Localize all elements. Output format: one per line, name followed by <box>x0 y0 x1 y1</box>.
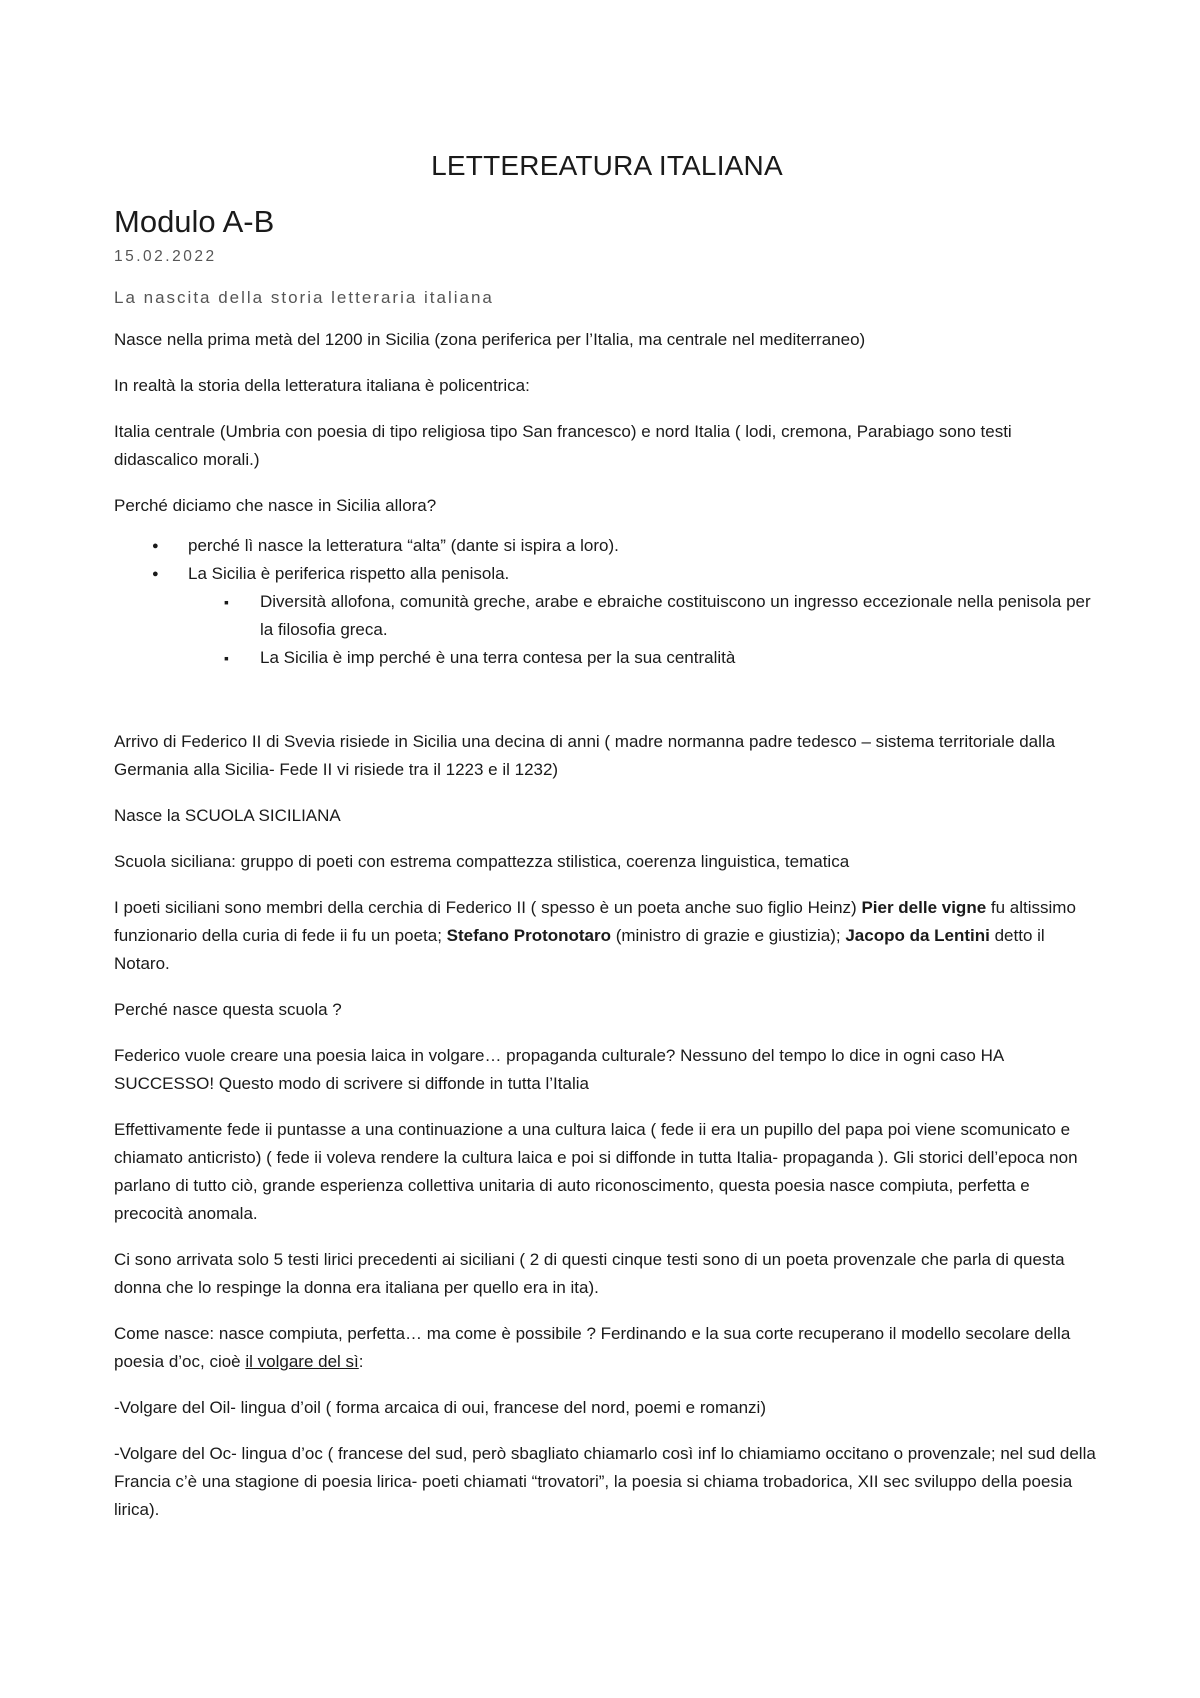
underlined-text: il volgare del sì <box>245 1352 359 1371</box>
paragraph-policentric: In realtà la storia della letteratura italiana è policentrica: <box>114 376 530 395</box>
lesson-date: 15.02.2022 <box>114 248 217 265</box>
text-run: : <box>358 1352 364 1371</box>
paragraph-poets <box>114 894 1100 978</box>
poet-name: Pier delle vigne <box>861 898 987 917</box>
paragraph-texts: Ci sono arrivata solo 5 testi lirici precedenti ai siciliani ( 2 di questi cinque testi sono di un poeta provenzale che parla di questa donna che lo respinge la donna era italiana per quello era in ita). <box>114 1250 1065 1297</box>
text-run: fu altissimo funzionario della curia di fede ii fu un poeta; <box>114 898 1076 945</box>
text-run: (ministro di grazie e giustizia); <box>611 926 846 945</box>
spacer <box>114 672 1100 728</box>
paragraph-federico: Arrivo di Federico II di Svevia risiede in Sicilia una decina di anni ( madre normanna padre tedesco – sistema territoriale dalla Germania alla Sicilia- Fede II vi risiede tra il 1223 e il 1232) <box>114 732 1056 779</box>
poet-name: Jacopo da Lentini <box>845 926 990 945</box>
paragraph-origin: Nasce nella prima metà del 1200 in Sicilia (zona periferica per l’Italia, ma centrale nel mediterraneo) <box>114 330 866 349</box>
sub-list-item: ▪ La Sicilia è imp perché è una terra contesa per la sua centralità <box>114 644 1100 672</box>
poet-name: Stefano Protonotaro <box>446 926 612 945</box>
paragraph-question-sicily: Perché diciamo che nasce in Sicilia allora? <box>114 496 437 515</box>
reasons-list <box>114 532 1100 672</box>
sub-list-item: ▪ Diversità allofona, comunità greche, arabe e ebraiche costituiscono un ingresso eccezionale nella penisola per la filosofia greca. <box>114 588 1100 644</box>
lesson-subtitle: La nascita della storia letteraria italiana <box>114 288 494 307</box>
text-run: Come nasce: nasce compiuta, perfetta… ma come è possibile ? Ferdinando e la sua corte recuperano il modello secolare della poesia d’oc, cioè <box>114 1324 1071 1371</box>
paragraph-oc: -Volgare del Oc- lingua d’oc ( francese del sud, però sbagliato chiamarlo così inf lo chiamiamo occitano o provenzale; nel sud della Francia c’è una stagione di poesia lirica- poeti chiamati “trovatori”, la poesia si chiama trobadorica, XII sec sviluppo della poesia lirica). <box>114 1444 1096 1519</box>
module-heading: Modulo A-B <box>114 204 275 239</box>
paragraph-regions: Italia centrale (Umbria con poesia di tipo religiosa tipo San francesco) e nord Italia ( lodi, cremona, Parabiago sono testi didascalico morali.) <box>114 422 1012 469</box>
paragraph-scuola-definition: Scuola siciliana: gruppo di poeti con estrema compattezza stilistica, coerenza linguistica, tematica <box>114 852 850 871</box>
paragraph-propaganda: Federico vuole creare una poesia laica in volgare… propaganda culturale? Nessuno del tempo lo dice in ogni caso HA SUCCESSO! Questo modo di scrivere si diffonde in tutta l’Italia <box>114 1046 1004 1093</box>
paragraph-oil: -Volgare del Oil- lingua d’oil ( forma arcaica di oui, francese del nord, poemi e romanzi) <box>114 1398 766 1417</box>
list-item: ● perché lì nasce la letteratura “alta” (dante si ispira a loro). <box>114 532 1100 560</box>
list-item: ● La Sicilia è periferica rispetto alla penisola. <box>114 560 1100 588</box>
text-run: detto il Notaro. <box>114 926 1045 973</box>
paragraph-scuola: Nasce la SCUOLA SICILIANA <box>114 806 341 825</box>
paragraph-laica: Effettivamente fede ii puntasse a una continuazione a una cultura laica ( fede ii era un pupillo del papa poi viene scomunicato e chiamato anticristo) ( fede ii voleva rendere la cultura laica e poi si diffonde in tutta Italia- propaganda ). Gli storici dell’epoca non parlano di tutto ciò, grande esperienza collettiva unitaria di auto riconoscimento, questa poesia nasce compiuta, perfetta e precocità anomala. <box>114 1120 1078 1223</box>
text-run: I poeti siciliani sono membri della cerchia di Federico II ( spesso è un poeta anche suo figlio Heinz) <box>114 898 862 917</box>
paragraph-how <box>114 1320 1100 1376</box>
document-title: LETTEREATURA ITALIANA <box>431 150 783 181</box>
paragraph-question-school: Perché nasce questa scuola ? <box>114 1000 342 1019</box>
